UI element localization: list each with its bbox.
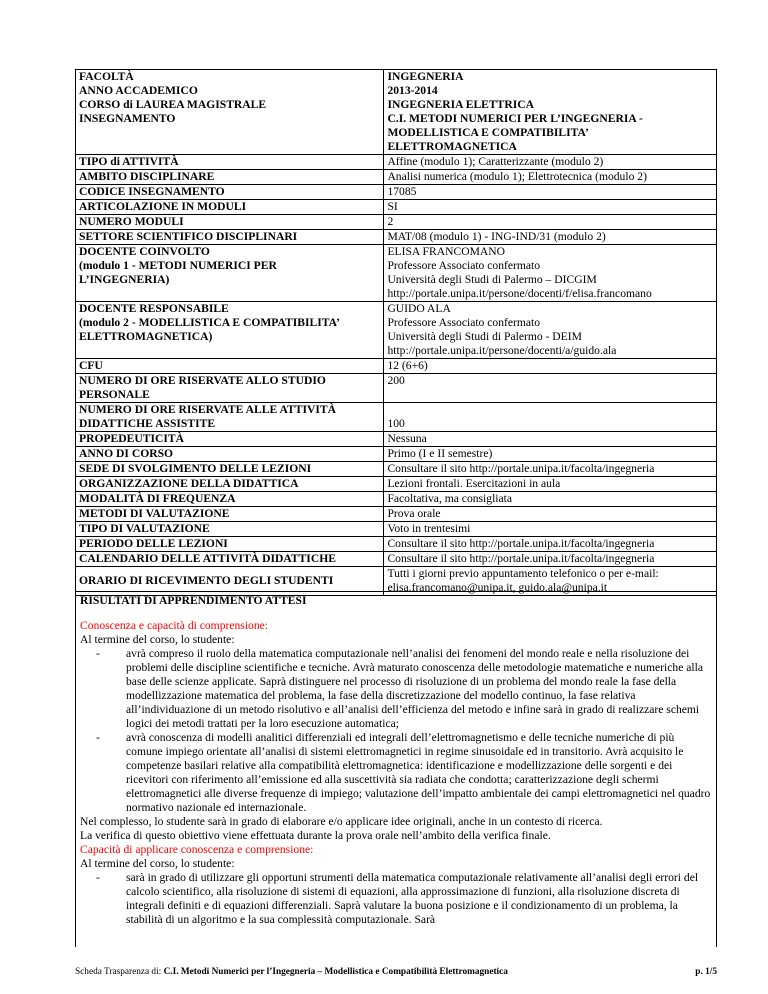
field-label: [76, 245, 384, 302]
table-row: [76, 170, 717, 185]
value-line: http://portale.unipa.it/persone/docenti/a/guido.ala: [387, 344, 617, 357]
label-line: CFU: [79, 359, 103, 372]
label-line: DOCENTE COINVOLTO: [79, 245, 210, 258]
footer-prefix: Scheda Trasparenza di:: [75, 967, 164, 977]
bullet-text: avrà conoscenza di modelli analitici differenziali ed integrali dell’elettromagnetismo e delle tecniche numeriche di più comune impiego orientate all’analisi di sistemi elettromagnetici in regime sinusoidale ed in transitorio. Avrà acquisito le competenze basilari relative alla compatibilità elettromagnetica: identificazione e modellizzazione delle sorgenti e dei ricevitori con riferimento all’emissione ed alla suscettività sia radiata che condotta; caratterizzazione degli schermi elettromagnetici alle diverse frequenze di impiego; valutazione dell’impatto ambientale dei campi elettromagnetici nel quadro normativo nazionale ed internazionale.: [126, 731, 711, 814]
field-value: [384, 70, 717, 155]
table-row: [76, 522, 717, 537]
value-line: Tutti i giorni previo appuntamento telefonico o per e-mail: elisa.francomano@unipa.it, guido.ala@unipa.it: [387, 567, 659, 594]
field-label: [76, 215, 384, 230]
table-row: [76, 359, 717, 374]
field-label: [76, 492, 384, 507]
table-row: [76, 374, 717, 403]
field-value: [384, 359, 717, 374]
field-value: [384, 462, 717, 477]
label-line: ORARIO DI RICEVIMENTO DEGLI STUDENTI: [79, 574, 334, 587]
field-label: [76, 403, 384, 432]
field-value: [384, 302, 717, 359]
value-line: MAT/08 (modulo 1) - ING-IND/31 (modulo 2): [387, 230, 606, 243]
label-line: ARTICOLAZIONE IN MODULI: [79, 200, 247, 213]
label-line: MODALITÀ DI FREQUENZA: [79, 492, 236, 505]
value-line: Analisi numerica (modulo 1); Elettrotecnica (modulo 2): [387, 170, 647, 183]
field-value: [384, 522, 717, 537]
value-line: Consultare il sito http://portale.unipa.it/facolta/ingegneria: [387, 462, 655, 475]
page-footer: [75, 967, 717, 977]
label-line: INSEGNAMENTO: [79, 112, 176, 125]
page-number: p. 1/5: [695, 967, 717, 977]
field-label: [76, 552, 384, 567]
table-row: [76, 462, 717, 477]
label-line: SETTORE SCIENTIFICO DISCIPLINARI: [79, 230, 298, 243]
value-line: Prova orale: [387, 507, 441, 520]
table-row: [76, 302, 717, 359]
value-line: ELISA FRANCOMANO: [387, 245, 505, 258]
field-value: [384, 170, 717, 185]
value-line: Professore Associato confermato: [387, 259, 541, 272]
label-line: TIPO DI VALUTAZIONE: [79, 522, 210, 535]
value-line: 17085: [387, 185, 417, 198]
label-line: (modulo 2 - MODELLISTICA E COMPATIBILITA’: [79, 316, 340, 329]
section2-intro: Al termine del corso, lo studente:: [80, 857, 235, 870]
field-label: [76, 155, 384, 170]
label-line: AMBITO DISCIPLINARE: [79, 170, 215, 183]
field-value: [384, 432, 717, 447]
field-label: [76, 477, 384, 492]
table-row: [76, 507, 717, 522]
course-info-table: [75, 69, 717, 596]
field-label: [76, 507, 384, 522]
footer-title: [75, 967, 508, 977]
list-item: [80, 871, 713, 927]
table-row: [76, 552, 717, 567]
list-item: [80, 731, 713, 815]
value-line: Facoltativa, ma consigliata: [387, 492, 513, 505]
field-label: [76, 359, 384, 374]
field-value: [384, 447, 717, 462]
table-row: [76, 155, 717, 170]
value-line: Consultare il sito http://portale.unipa.it/facolta/ingegneria: [387, 537, 655, 550]
label-line: CORSO di LAUREA MAGISTRALE: [79, 98, 267, 111]
table-row: [76, 403, 717, 432]
table-row: [76, 215, 717, 230]
learning-outcomes-section: [75, 591, 717, 947]
bullet-dash: -: [96, 731, 100, 744]
label-line: (modulo 1 - METODI NUMERICI PER: [79, 259, 277, 272]
table-row: [76, 492, 717, 507]
value-line: 100: [387, 417, 405, 430]
field-value: [384, 537, 717, 552]
table-row: [76, 230, 717, 245]
value-line: 2: [387, 215, 394, 228]
value-line: INGEGNERIA ELETTRICA: [387, 98, 535, 111]
results-heading: RISULTATI DI APPRENDIMENTO ATTESI: [80, 594, 307, 607]
value-line: SI: [387, 200, 398, 213]
field-value: [384, 374, 717, 403]
label-line: FACOLTÀ: [79, 70, 134, 83]
value-line: Professore Associato confermato: [387, 316, 541, 329]
list-item: [80, 647, 713, 731]
table-row: [76, 447, 717, 462]
field-label: [76, 462, 384, 477]
value-line: Università degli Studi di Palermo – DICGIM: [387, 273, 597, 286]
value-line: http://portale.unipa.it/persone/docenti/f/elisa.francomano: [387, 287, 652, 300]
label-line: CODICE INSEGNAMENTO: [79, 185, 225, 198]
label-line: ELETTROMAGNETICA): [79, 330, 213, 343]
paragraph: Nel complesso, lo studente sarà in grado di elaborare e/o applicare idee originali, anche in un contesto di ricerca.: [80, 815, 603, 828]
label-line: PERIODO DELLE LEZIONI: [79, 537, 228, 550]
value-line: C.I. METODI NUMERICI PER L’INGEGNERIA - MODELLISTICA E COMPATIBILITA’ ELETTROMAGNETICA: [387, 112, 643, 153]
value-line: Nessuna: [387, 432, 427, 445]
field-label: [76, 537, 384, 552]
footer-course: C.I. Metodi Numerici per l’Ingegneria – Modellistica e Compatibilità Elettromagnetica: [163, 967, 508, 977]
value-line: Università degli Studi di Palermo - DEIM: [387, 330, 582, 343]
section1-title: Conoscenza e capacità di comprensione:: [80, 619, 268, 632]
field-value: [384, 200, 717, 215]
field-value: [384, 403, 717, 432]
field-label: [76, 70, 384, 155]
table-row: [76, 537, 717, 552]
bullet-text: avrà compreso il ruolo della matematica computazionale nell’analisi dei fenomeni del mondo reale e nella risoluzione dei problemi delle discipline scientifiche e tecniche. Avrà maturato conoscenza delle metodologie matematiche e numeriche alla base delle scienze applicate. Saprà distinguere nel processo di risoluzione di un problema del mondo reale la fase della modellizzazione matematica del problema, la fase della discretizzazione del modello continuo, la fase relativa all’individuazione di un metodo risolutivo e all’analisi dell’efficienza del metodo e infine sarà in grado di realizzare schemi logici dei metodi trattati per la loro esecuzione automatica;: [126, 647, 703, 730]
bullet-dash: -: [96, 871, 100, 884]
table-row: [76, 477, 717, 492]
field-value: [384, 185, 717, 200]
field-value: [384, 215, 717, 230]
field-label: [76, 200, 384, 215]
field-label: [76, 185, 384, 200]
value-line: Lezioni frontali. Esercitazioni in aula: [387, 477, 561, 490]
field-value: [384, 552, 717, 567]
value-line: INGEGNERIA: [387, 70, 464, 83]
field-label: [76, 374, 384, 403]
field-value: [384, 507, 717, 522]
paragraph: La verifica di questo obiettivo viene effettuata durante la prova orale nell’ambito della verifica finale.: [80, 829, 551, 842]
table-row: [76, 432, 717, 447]
table-row: [76, 245, 717, 302]
value-line: 200: [387, 374, 405, 387]
label-line: TIPO di ATTIVITÀ: [79, 155, 179, 168]
field-value: [384, 245, 717, 302]
field-value: [384, 492, 717, 507]
label-line: DOCENTE RESPONSABILE: [79, 302, 229, 315]
label-line: METODI DI VALUTAZIONE: [79, 507, 230, 520]
label-line: ANNO ACCADEMICO: [79, 84, 198, 97]
label-line: NUMERO MODULI: [79, 215, 184, 228]
field-label: [76, 522, 384, 537]
table-row: [76, 185, 717, 200]
section2-title: Capacità di applicare conoscenza e comprensione:: [80, 843, 314, 856]
field-label: [76, 432, 384, 447]
value-line: Voto in trentesimi: [387, 522, 471, 535]
section1-intro: Al termine del corso, lo studente:: [80, 633, 235, 646]
label-line: SEDE DI SVOLGIMENTO DELLE LEZIONI: [79, 462, 312, 475]
field-label: [76, 230, 384, 245]
value-line: 2013-2014: [387, 84, 438, 97]
label-line: NUMERO DI ORE RISERVATE ALLE ATTIVITÀ DIDATTICHE ASSISTITE: [79, 403, 336, 430]
table-row: [76, 70, 717, 155]
label-line: NUMERO DI ORE RISERVATE ALLO STUDIO PERSONALE: [79, 374, 326, 401]
label-line: PROPEDEUTICITÀ: [79, 432, 185, 445]
value-line: Primo (I e II semestre): [387, 447, 493, 460]
field-value: [384, 230, 717, 245]
value-line: 12 (6+6): [387, 359, 428, 372]
table-row: [76, 200, 717, 215]
field-value: [384, 155, 717, 170]
label-line: CALENDARIO DELLE ATTIVITÀ DIDATTICHE: [79, 552, 336, 565]
value-line: Consultare il sito http://portale.unipa.it/facolta/ingegneria: [387, 552, 655, 565]
field-label: [76, 447, 384, 462]
field-label: [76, 170, 384, 185]
bullet-text: sarà in grado di utilizzare gli opportuni strumenti della matematica computazionale relativamente all’analisi degli errori del calcolo scientifico, alla risoluzione di sistemi di equazioni, alla approssimazione di funzioni, alla risoluzione discreta di integrali definiti e di equazioni differenziali. Saprà valutare la buona posizione e il condizionamento di un problema, la stabilità di un algoritmo e la sua complessità computazionale. Sarà: [126, 871, 699, 926]
field-label: [76, 302, 384, 359]
label-line: ORGANIZZAZIONE DELLA DIDATTICA: [79, 477, 299, 490]
value-line: Affine (modulo 1); Caratterizzante (modulo 2): [387, 155, 604, 168]
bullet-dash: -: [96, 647, 100, 660]
label-line: ANNO DI CORSO: [79, 447, 174, 460]
label-line: L’INGEGNERIA): [79, 273, 170, 286]
value-line: GUIDO ALA: [387, 302, 451, 315]
field-value: [384, 477, 717, 492]
